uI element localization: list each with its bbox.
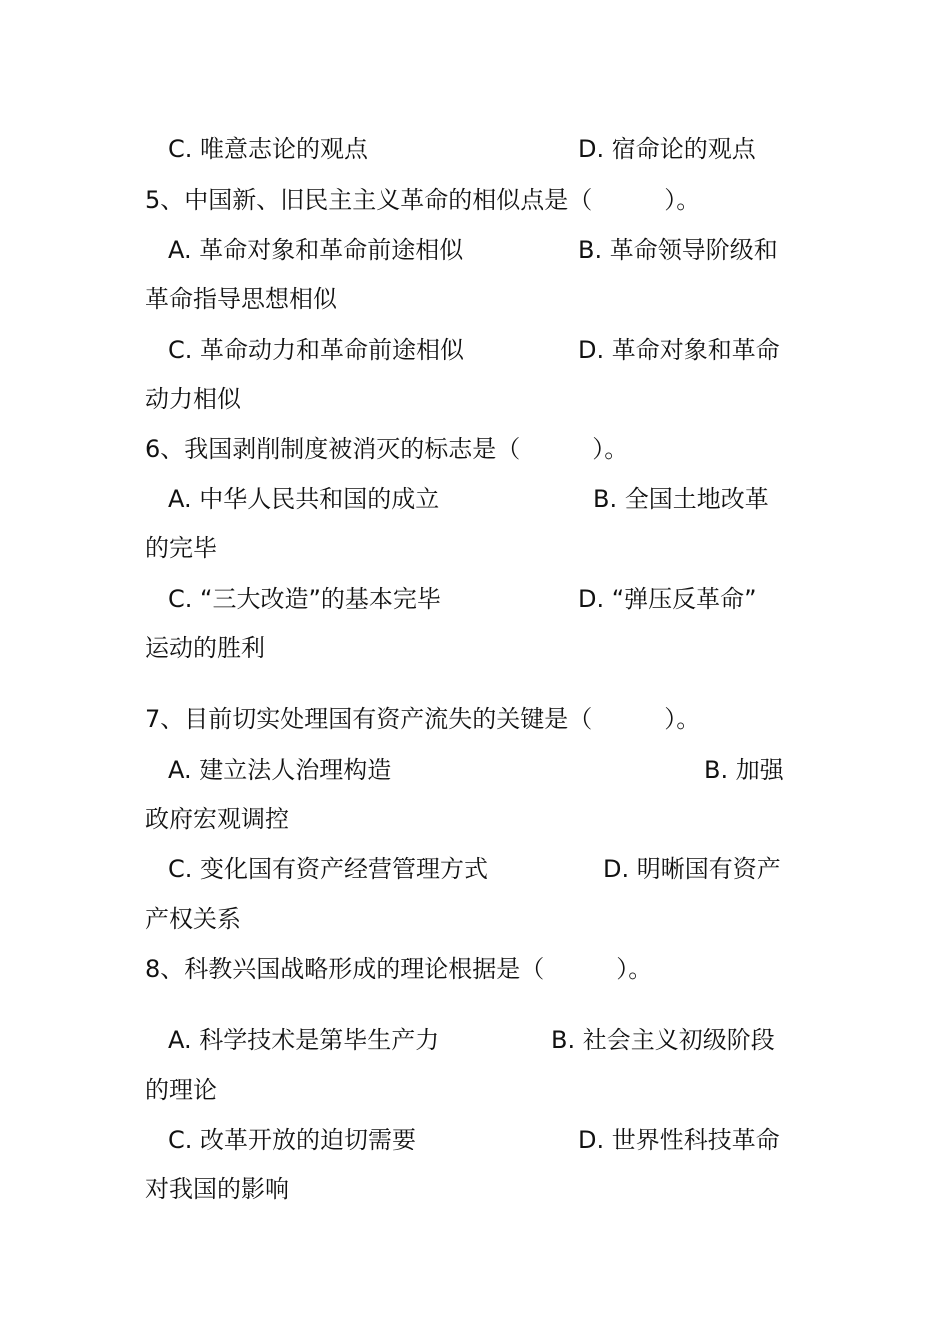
question-7-option-b: B. 加强 bbox=[704, 756, 784, 784]
question-8-option-c: C. 改革开放的迫切需要 bbox=[168, 1126, 417, 1154]
question-5-option-b: B. 革命领导阶级和 bbox=[578, 236, 778, 264]
question-8-option-d: D. 世界性科技革命 bbox=[578, 1126, 780, 1154]
question-7-stem: 7、目前切实处理国有资产流失的关键是（ ）。 bbox=[145, 705, 701, 733]
question-7-option-b-continued: 政府宏观调控 bbox=[145, 805, 289, 833]
question-6-option-b: B. 全国土地改革 bbox=[593, 485, 769, 513]
question-5-option-b-continued: 革命指导思想相似 bbox=[145, 285, 337, 313]
question-7-option-d-continued: 产权关系 bbox=[145, 905, 241, 933]
question-6-option-b-continued: 的完毕 bbox=[145, 534, 217, 562]
question-8-stem: 8、科教兴国战略形成的理论根据是（ ）。 bbox=[145, 955, 653, 983]
question-8-option-b-continued: 的理论 bbox=[145, 1076, 217, 1104]
question-7-option-a: A. 建立法人治理构造 bbox=[168, 756, 392, 784]
question-4-option-d: D. 宿命论的观点 bbox=[578, 135, 756, 163]
question-8-option-a: A. 科学技术是第毕生产力 bbox=[168, 1026, 440, 1054]
question-6-option-a: A. 中华人民共和国的成立 bbox=[168, 485, 440, 513]
question-6-option-d-continued: 运动的胜利 bbox=[145, 634, 265, 662]
question-7-option-c: C. 变化国有资产经营管理方式 bbox=[168, 855, 489, 883]
question-6-option-c: C. “三大改造”的基本完毕 bbox=[168, 585, 441, 613]
question-5-option-a: A. 革命对象和革命前途相似 bbox=[168, 236, 464, 264]
question-4-option-c: C. 唯意志论的观点 bbox=[168, 135, 369, 163]
question-5-stem: 5、中国新、旧民主主义革命的相似点是（ ）。 bbox=[145, 186, 701, 214]
question-5-option-d: D. 革命对象和革命 bbox=[578, 336, 780, 364]
question-8-option-d-continued: 对我国的影响 bbox=[145, 1175, 289, 1203]
question-5-option-c: C. 革命动力和革命前途相似 bbox=[168, 336, 465, 364]
question-6-option-d: D. “弹压反革命” bbox=[578, 585, 757, 613]
question-8-option-b: B. 社会主义初级阶段 bbox=[551, 1026, 775, 1054]
question-5-option-d-continued: 动力相似 bbox=[145, 385, 241, 413]
question-7-option-d: D. 明晰国有资产 bbox=[603, 855, 781, 883]
question-6-stem: 6、我国剥削制度被消灭的标志是（ ）。 bbox=[145, 435, 629, 463]
